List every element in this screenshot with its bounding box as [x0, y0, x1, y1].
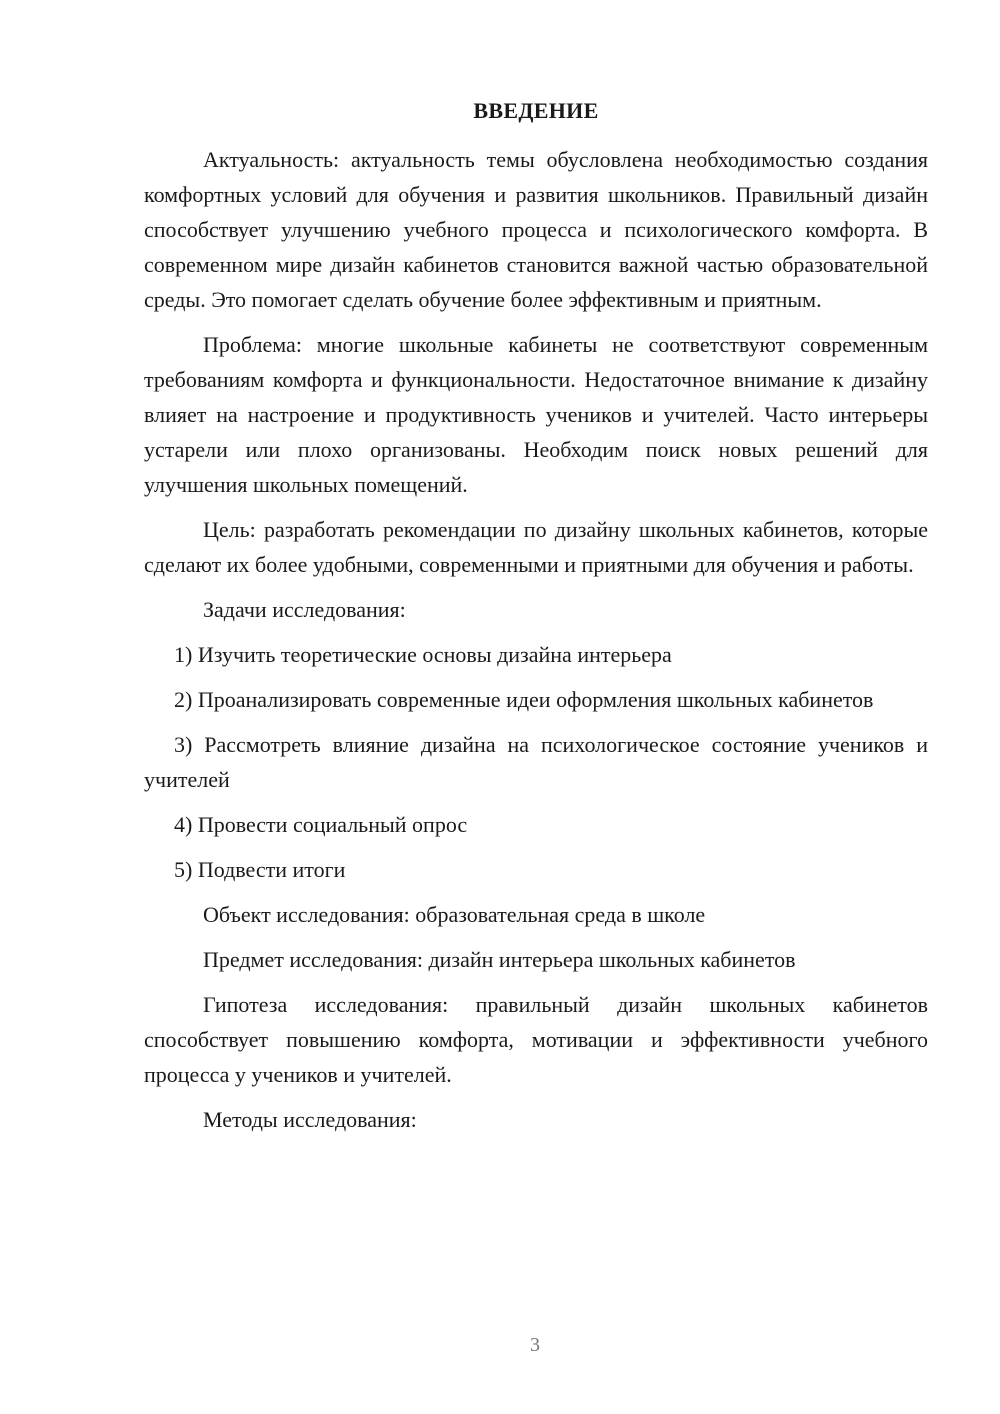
list-item: 4) Провести социальный опрос [174, 812, 468, 837]
paragraph-tasks-intro: Задачи исследования: [203, 597, 406, 622]
paragraph-subject: Предмет исследования: дизайн интерьера школьных кабинетов [203, 947, 796, 972]
paragraph-relevance: Актуальность: актуальность темы обусловлена необходимостью создания комфортных условий для обучения и развития школьников. Правильный дизайн способствует улучшению учебного процесса и психологического комфорта. В современном мире дизайн кабинетов становится важной частью образовательной среды. Это помогает сделать обучение более эффективным и приятным. [144, 147, 928, 312]
document-page [144, 96, 928, 1147]
page-number: 3 [530, 1334, 540, 1356]
section-heading: ВВЕДЕНИЕ [473, 98, 599, 123]
paragraph-hypothesis: Гипотеза исследования: правильный дизайн школьных кабинетов способствует повышению комфорта, мотивации и эффективности учебного процесса у учеников и учителей. [144, 992, 928, 1087]
paragraph-goal: Цель: разработать рекомендации по дизайну школьных кабинетов, которые сделают их более удобными, современными и приятными для обучения и работы. [144, 517, 928, 577]
paragraph-problem: Проблема: многие школьные кабинеты не соответствуют современным требованиям комфорта и функциональности. Недостаточное внимание к дизайну влияет на настроение и продуктивность учеников и учителей. Часто интерьеры устарели или плохо организованы. Необходим поиск новых решений для улучшения школьных помещений. [144, 332, 928, 497]
list-item: 5) Подвести итоги [174, 857, 346, 882]
list-item: 2) Проанализировать современные идеи оформления школьных кабинетов [174, 687, 874, 712]
list-item: 3) Рассмотреть влияние дизайна на психологическое состояние учеников и учителей [144, 732, 928, 792]
paragraph-methods-intro: Методы исследования: [203, 1107, 417, 1132]
paragraph-object: Объект исследования: образовательная среда в школе [203, 902, 706, 927]
list-item: 1) Изучить теоретические основы дизайна интерьера [174, 642, 672, 667]
